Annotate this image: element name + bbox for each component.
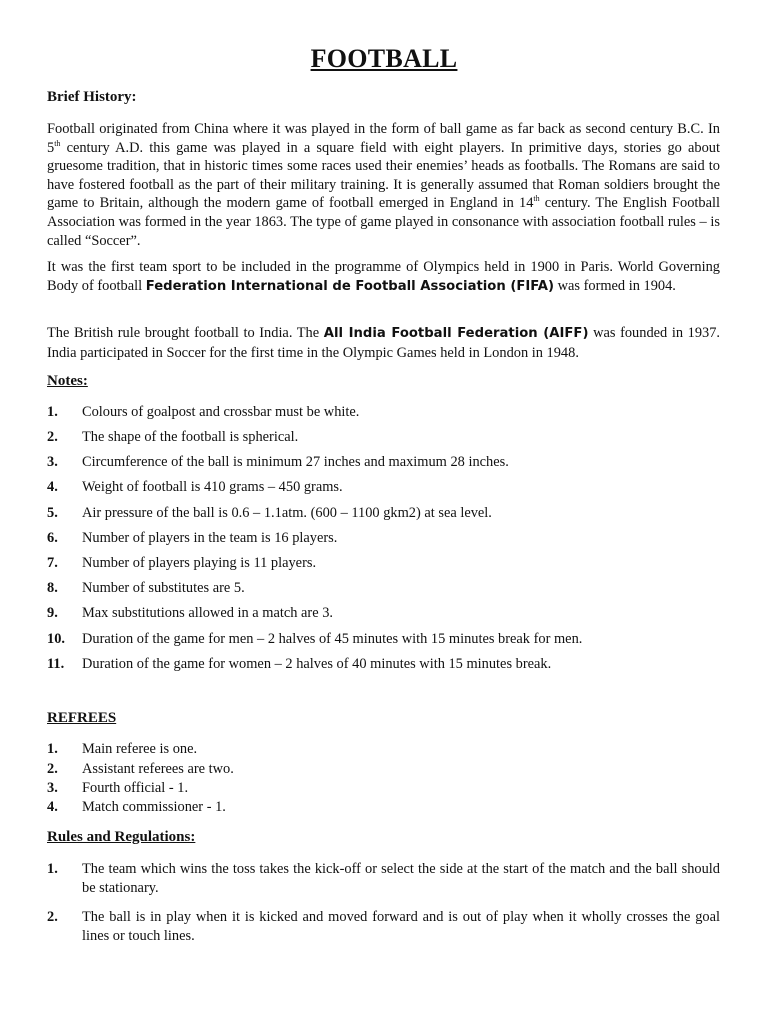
page-title: FOOTBALL xyxy=(310,44,458,73)
history-paragraph-2 xyxy=(47,258,720,296)
list-text: Fourth official - 1. xyxy=(82,780,189,796)
list-number: 1. xyxy=(47,861,58,877)
list-text: The shape of the football is spherical. xyxy=(82,429,299,445)
list-text: Match commissioner - 1. xyxy=(82,799,226,815)
list-item xyxy=(47,604,720,623)
list-text: Air pressure of the ball is 0.6 – 1.1atm. (600 – 1100 gkm2) at sea level. xyxy=(82,505,492,521)
list-text: Number of players in the team is 16 players. xyxy=(82,530,338,546)
rules-heading: Rules and Regulations: xyxy=(47,829,196,845)
history-p1-text-a: Football originated from China where it was played in the form of ball game as far back as second century B.C. In 5 xyxy=(47,121,720,156)
list-item xyxy=(47,630,720,649)
list-number: 2. xyxy=(47,909,58,925)
list-number: 2. xyxy=(47,761,58,777)
list-item xyxy=(47,428,720,447)
history-p1-text-b: century A.D. this game was played in a square field with eight players. In primitive days, stories go about gruesome tradition, that in historic times some races used their enemies’ heads as footballs. The Romans are said to have fostered football as the part of their military training. It is generally assumed that Roman soldiers brought the game to Britain, although the modern game of football emerged in England in 14 xyxy=(47,139,720,212)
notes-heading: Notes: xyxy=(47,373,88,389)
superscript-th: th xyxy=(533,194,540,204)
list-item xyxy=(47,529,720,548)
history-paragraph-1 xyxy=(47,120,720,250)
list-number: 3. xyxy=(47,780,58,796)
list-item xyxy=(47,504,720,523)
history-p2-text-a: It was the first team sport to be included in the programme of Olympics held in 1900 in Paris. World Governing Body of football xyxy=(47,259,720,294)
history-p2-text-b: was formed in 1904. xyxy=(554,277,676,294)
list-item xyxy=(47,779,720,798)
list-number: 5. xyxy=(47,505,58,521)
list-text: Duration of the game for women – 2 halves of 40 minutes with 15 minutes break. xyxy=(82,656,552,672)
aiff-name: All India Football Federation (AIFF) xyxy=(323,326,589,341)
list-number: 1. xyxy=(47,404,58,420)
list-number: 8. xyxy=(47,580,58,596)
list-number: 6. xyxy=(47,530,58,546)
list-item xyxy=(47,740,720,759)
list-item xyxy=(47,453,720,472)
superscript-th: th xyxy=(54,138,61,148)
list-number: 10. xyxy=(47,631,65,647)
list-text: Circumference of the ball is minimum 27 inches and maximum 28 inches. xyxy=(82,454,509,470)
list-text: Colours of goalpost and crossbar must be white. xyxy=(82,404,360,420)
fifa-name: Federation International de Football Association (FIFA) xyxy=(145,278,554,294)
list-item xyxy=(47,760,720,779)
list-number: 4. xyxy=(47,799,58,815)
referees-heading: REFREES xyxy=(47,710,117,726)
list-item xyxy=(47,860,720,897)
list-item xyxy=(47,403,720,422)
list-number: 2. xyxy=(47,429,58,445)
list-number: 9. xyxy=(47,605,58,621)
list-text: Duration of the game for men – 2 halves of 45 minutes with 15 minutes break for men. xyxy=(82,631,583,647)
history-p3-text-a: The British rule brought football to India. The xyxy=(47,325,324,341)
list-item xyxy=(47,478,720,497)
list-number: 3. xyxy=(47,454,58,470)
list-text: Main referee is one. xyxy=(82,741,198,757)
list-text: Max substitutions allowed in a match are 3. xyxy=(82,605,333,621)
list-item xyxy=(47,579,720,598)
list-item xyxy=(47,798,720,817)
list-text: Weight of football is 410 grams – 450 grams. xyxy=(82,479,343,495)
brief-history-heading: Brief History: xyxy=(47,89,137,105)
list-text: Assistant referees are two. xyxy=(82,761,234,777)
list-text: Number of players playing is 11 players. xyxy=(82,555,317,571)
list-number: 1. xyxy=(47,741,58,757)
history-p3-text-b: was founded in 1937. India participated in Soccer for the first time in the Olympic Games held in London in 1948. xyxy=(47,325,720,361)
list-text: Number of substitutes are 5. xyxy=(82,580,245,596)
list-item xyxy=(47,908,720,945)
list-text: The ball is in play when it is kicked and moved forward and is out of play when it wholly crosses the goal lines or touch lines. xyxy=(82,909,720,944)
list-text: The team which wins the toss takes the kick-off or select the side at the start of the match and the ball should be stationary. xyxy=(82,861,720,896)
list-item xyxy=(47,554,720,573)
history-paragraph-3 xyxy=(47,324,720,362)
list-item xyxy=(47,655,720,674)
list-number: 11. xyxy=(47,656,65,672)
list-number: 4. xyxy=(47,479,58,495)
history-p1-text-c: century. The English Football Association was formed in the year 1863. The type of game played in consonance with association football rules – is called “Soccer”. xyxy=(47,195,720,249)
list-number: 7. xyxy=(47,555,58,571)
